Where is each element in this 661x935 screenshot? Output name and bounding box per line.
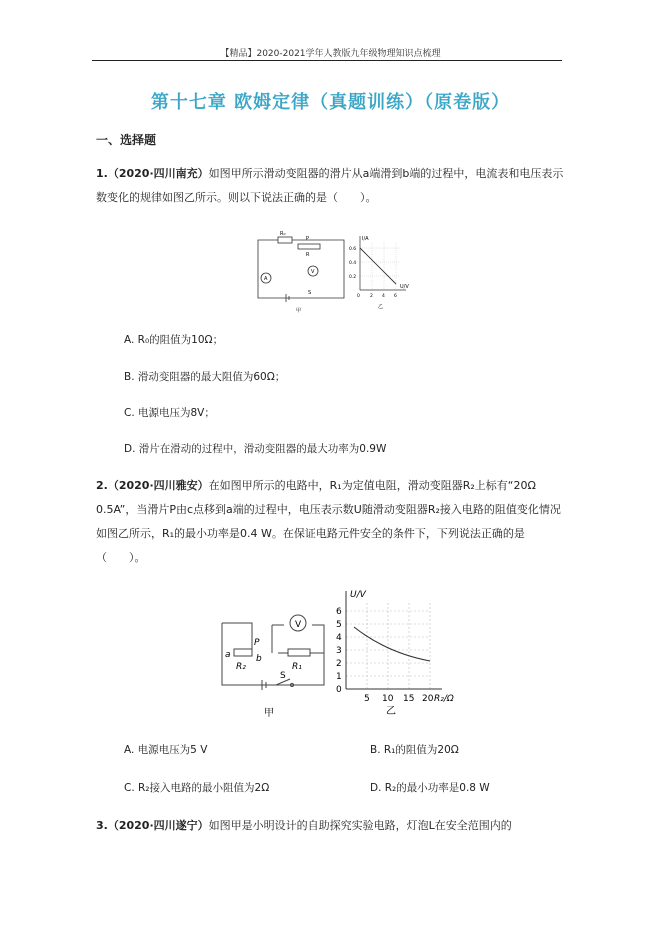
graph-2-y-tick: 6	[336, 607, 342, 617]
graph-2-y-tick: 1	[336, 672, 342, 682]
question-1	[96, 162, 566, 210]
question-3	[96, 814, 566, 838]
graph-2-x-tick: 5	[364, 694, 370, 704]
question-3-source: 3.（2020·四川遂宁）	[96, 819, 209, 832]
q1-option-d: D. 滑片在滑动的过程中，滑动变阻器的最大功率为0.9W	[124, 443, 387, 455]
graph-1-x-tick: 0	[357, 294, 360, 299]
graph-1-y-tick: 0.4	[349, 261, 357, 266]
label-v: V	[311, 269, 315, 275]
label-a: a	[225, 650, 231, 660]
label-b: b	[256, 654, 262, 664]
label-jia: 甲	[296, 308, 302, 314]
circuit-diagram-jia	[258, 237, 344, 302]
label-s: S	[280, 671, 286, 681]
graph-yi	[346, 591, 442, 689]
label-yi: 乙	[378, 304, 384, 310]
q2-option-c: C. R₂接入电路的最小阻值为2Ω	[124, 782, 270, 794]
graph-2-y-tick: 5	[336, 620, 342, 630]
graph-1-x-tick: 6	[394, 294, 397, 299]
q2-option-b: B. R₁的阻值为20Ω	[370, 744, 459, 756]
q1-option-c: C. 电源电压为8V；	[124, 407, 215, 419]
question-3-text: 如图甲是小明设计的自助探究实验电路，灯泡L在安全范围内的	[208, 819, 512, 832]
label-r: R	[306, 252, 310, 258]
label-p: P	[306, 236, 310, 242]
question-1-figure	[248, 228, 418, 318]
graph-2-x-tick: 10	[382, 694, 394, 704]
graph-2-y-tick: 2	[336, 659, 342, 669]
question-2-figure	[212, 583, 472, 723]
label-a: A	[264, 276, 268, 282]
graph-1-y-tick: 0.2	[349, 275, 357, 280]
graph-1-y-axis-label: I/A	[362, 236, 369, 242]
page-header: 【精品】2020-2021学年人教版九年级物理知识点梳理	[220, 49, 441, 59]
label-yi: 乙	[386, 706, 396, 717]
q2-option-d: D. R₂的最小功率是0.8 W	[370, 782, 490, 794]
graph-2-x-axis-label: R₂/Ω	[434, 694, 454, 704]
question-2	[96, 474, 566, 570]
graph-1-y-tick: 0.6	[349, 247, 357, 252]
question-2-source: 2.（2020·四川雅安）	[96, 479, 209, 492]
graph-1-x-tick: 4	[382, 294, 385, 299]
question-1-text: 如图甲所示滑动变阻器的滑片从a端滑到b端的过程中，电流表和电压表示数变化的规律如图乙所示。则以下说法正确的是（ ）。	[96, 167, 564, 204]
label-r2: R₂	[236, 662, 246, 672]
graph-2-y-axis-label: U/V	[350, 590, 366, 600]
graph-2-x-tick: 15	[403, 694, 415, 704]
graph-yi	[360, 236, 406, 290]
graph-2-y-tick: 3	[336, 646, 342, 656]
label-s: S	[308, 290, 312, 296]
question-1-source: 1.（2020·四川南充）	[96, 167, 209, 180]
q1-option-b: B. 滑动变阻器的最大阻值为60Ω；	[124, 371, 286, 383]
q2-option-a: A. 电源电压为5 V	[124, 744, 208, 756]
page-title: 第十七章 欧姆定律（真题训练）（原卷版）	[150, 92, 511, 113]
section-heading: 一、选择题	[96, 133, 157, 147]
q1-option-a: A. R₀的阻值为10Ω；	[124, 334, 224, 346]
circuit-diagram-jia	[222, 615, 324, 690]
label-jia: 甲	[264, 708, 274, 719]
label-r0: R₀	[280, 231, 286, 237]
graph-1-x-axis-label: U/V	[400, 284, 409, 290]
label-p: P	[254, 638, 260, 648]
graph-2-y-tick: 0	[336, 685, 342, 695]
label-v: V	[295, 620, 302, 630]
graph-2-y-tick: 4	[336, 633, 342, 643]
header-divider	[92, 60, 562, 61]
graph-1-x-tick: 2	[370, 294, 373, 299]
label-r1: R₁	[292, 662, 302, 672]
question-2-text: 在如图甲所示的电路中，R₁为定值电阻，滑动变阻器R₂上标有“20Ω 0.5A”，当滑片P由c点移到a端的过程中，电压表示数U随滑动变阻器R₂接入电路的阻值变化情况如图乙所示，R₁的最小功率是0.4 W。在保证电路元件安全的条件下，下列说法正确的是（ ）。	[96, 479, 561, 564]
graph-2-x-tick: 20	[422, 694, 434, 704]
